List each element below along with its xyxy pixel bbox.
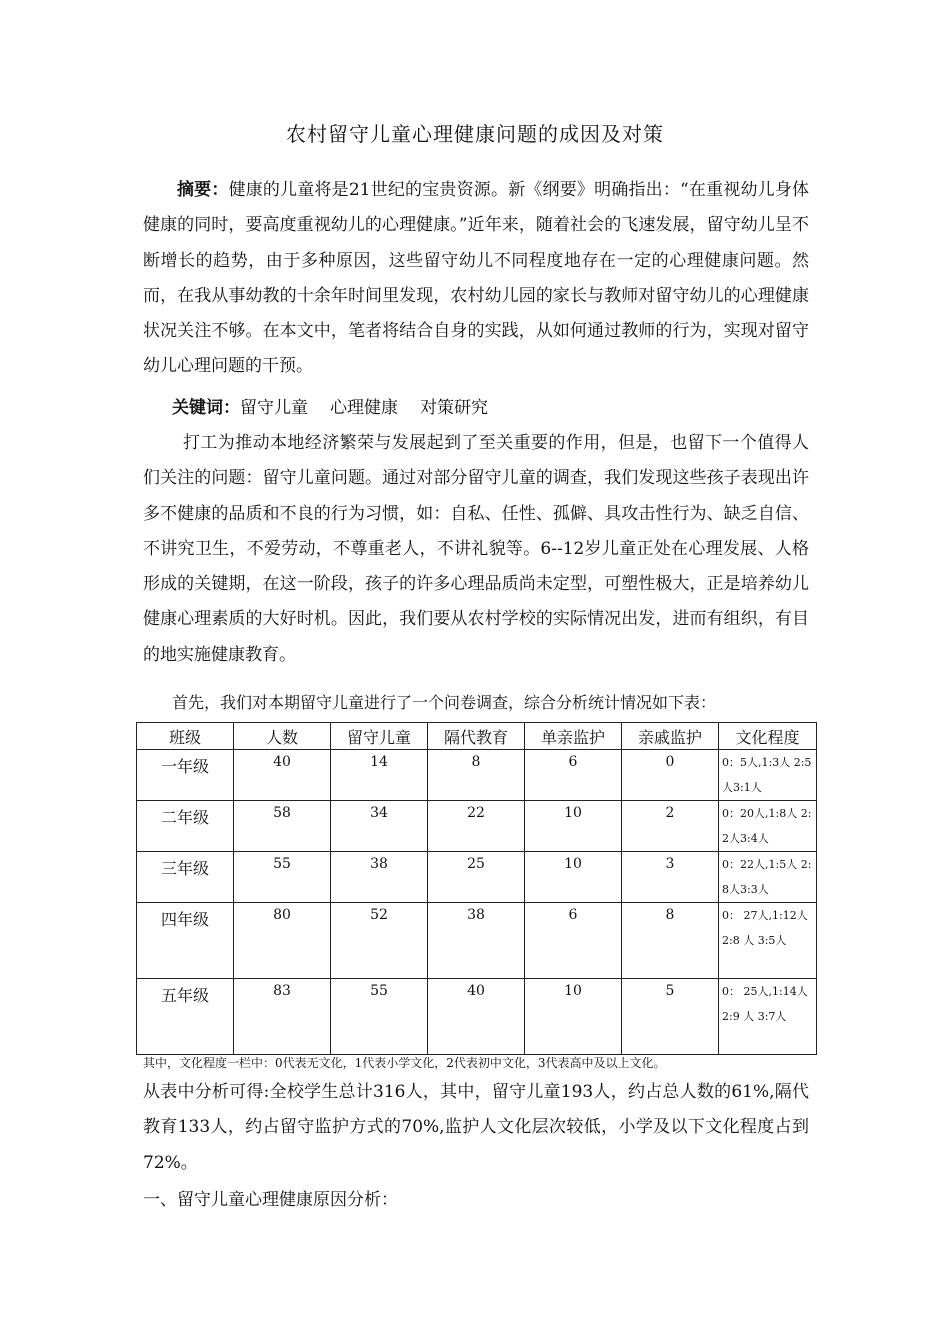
abstract-paragraph [143, 173, 809, 385]
grandparent-cell: 8 [428, 750, 525, 801]
left-behind-cell: 55 [331, 979, 428, 1055]
education-cell: 0： 25人,1:14人 2:9 人 3:7人 [719, 979, 817, 1055]
keywords-label: 关键词： [172, 398, 240, 418]
column-header: 亲戚监护 [622, 723, 719, 750]
grade-cell: 五年级 [137, 979, 234, 1055]
left-behind-cell: 34 [331, 801, 428, 852]
grade-cell: 三年级 [137, 852, 234, 903]
single-parent-cell: 6 [525, 750, 622, 801]
table-row [137, 852, 817, 903]
table-header-row [137, 723, 817, 750]
left-behind-cell: 14 [331, 750, 428, 801]
statistics-table [136, 722, 817, 1055]
single-parent-cell: 10 [525, 801, 622, 852]
grade-cell: 二年级 [137, 801, 234, 852]
education-cell: 0： 27人,1:12人 2:8 人 3:5人 [719, 903, 817, 979]
keyword-item: 心理健康 [330, 398, 398, 418]
column-header: 人数 [234, 723, 331, 750]
body-paragraph: 打工为推动本地经济繁荣与发展起到了至关重要的作用，但是，也留下一个值得人们关注的问题：留守儿童问题。通过对部分留守儿童的调查，我们发现这些孩子表现出许多不健康的品质和不良的行为习惯，如：自私、任性、孤僻、具攻击性行为、缺乏自信、不讲究卫生，不爱劳动，不尊重老人，不讲礼貌等。6--12岁儿童正处在心理发展、人格形成的关键期，在这一阶段，孩子的许多心理品质尚未定型，可塑性极大，正是培养幼儿健康心理素质的大好时机。因此，我们要从农村学校的实际情况出发，进而有组织，有目的地实施健康教育。 [143, 433, 809, 665]
single-parent-cell: 10 [525, 979, 622, 1055]
column-header: 文化程度 [719, 723, 817, 750]
table-note: 其中，文化程度一栏中：0代表无文化，1代表小学文化，2代表初中文化，3代表高中及以上文化。 [143, 1056, 666, 1070]
column-header: 班级 [137, 723, 234, 750]
left-behind-cell: 52 [331, 903, 428, 979]
table-row [137, 801, 817, 852]
grandparent-cell: 25 [428, 852, 525, 903]
relative-cell: 0 [622, 750, 719, 801]
column-header: 单亲监护 [525, 723, 622, 750]
relative-cell: 8 [622, 903, 719, 979]
keyword-item: 对策研究 [420, 398, 488, 418]
relative-cell: 3 [622, 852, 719, 903]
abstract-label: 摘要： [177, 180, 229, 200]
total-cell: 83 [234, 979, 331, 1055]
grandparent-cell: 38 [428, 903, 525, 979]
table-row [137, 979, 817, 1055]
column-header: 隔代教育 [428, 723, 525, 750]
relative-cell: 5 [622, 979, 719, 1055]
total-cell: 80 [234, 903, 331, 979]
grandparent-cell: 40 [428, 979, 525, 1055]
keyword-item: 留守儿童 [240, 398, 308, 418]
table-row [137, 750, 817, 801]
grandparent-cell: 22 [428, 801, 525, 852]
education-cell: 0：5人,1:3人 2:5人3:1人 [719, 750, 817, 801]
keywords-line [172, 391, 510, 426]
grade-cell: 四年级 [137, 903, 234, 979]
section-heading: 一、留守儿童心理健康原因分析： [143, 1190, 398, 1210]
abstract-text: 健康的儿童将是21世纪的宝贵资源。新《纲要》明确指出：“在重视幼儿身体健康的同时，要高度重视幼儿的心理健康。”近年来，随着社会的飞速发展，留守幼儿呈不断增长的趋势，由于多种原因，这些留守幼儿不同程度地存在一定的心理健康问题。然而，在我从事幼教的十余年时间里发现，农村幼儿园的家长与教师对留守幼儿的心理健康状况关注不够。在本文中，笔者将结合自身的实践，从如何通过教师的行为，实现对留守幼儿心理问题的干预。 [143, 180, 809, 377]
page-title: 农村留守儿童心理健康问题的成因及对策 [286, 122, 664, 146]
single-parent-cell: 6 [525, 903, 622, 979]
education-cell: 0：22人,1:5人 2:8人3:3人 [719, 852, 817, 903]
conclusion-paragraph: 从表中分析可得:全校学生总计316人，其中，留守儿童193人，约占总人数的61%,隔代教育133人，约占留守监护方式的70%,监护人文化层次较低，小学及以下文化程度占到72%。 [143, 1082, 809, 1173]
table-row [137, 903, 817, 979]
grade-cell: 一年级 [137, 750, 234, 801]
relative-cell: 2 [622, 801, 719, 852]
left-behind-cell: 38 [331, 852, 428, 903]
single-parent-cell: 10 [525, 852, 622, 903]
total-cell: 55 [234, 852, 331, 903]
total-cell: 40 [234, 750, 331, 801]
column-header: 留守儿童 [331, 723, 428, 750]
table-intro: 首先，我们对本期留守儿童进行了一个问卷调查，综合分析统计情况如下表： [172, 693, 717, 712]
education-cell: 0：20人,1:8人 2:2人3:4人 [719, 801, 817, 852]
total-cell: 58 [234, 801, 331, 852]
